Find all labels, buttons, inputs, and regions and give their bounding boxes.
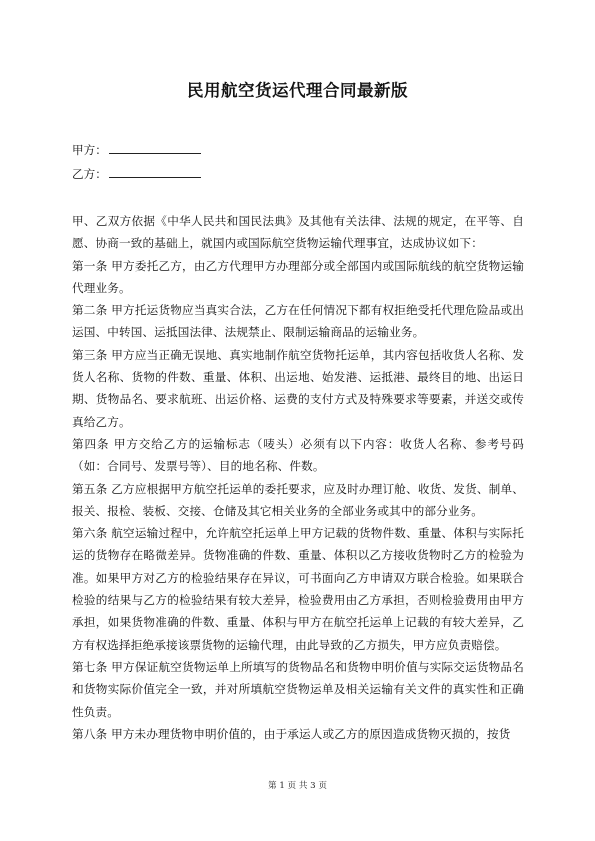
paragraph-article-2: 第二条 甲方托运货物应当真实合法，乙方在任何情况下都有权拒绝受托代理危险品或出运国、中转国、运抵国法律、法规禁止、限制运输商品的运输业务。 — [72, 303, 524, 340]
party-b-line — [72, 167, 201, 181]
party-b-label: 乙方： — [72, 167, 107, 181]
paragraph-article-8: 第八条 甲方未办理货物申明价值的，由于承运人或乙方的原因造成货物灭损的，按货 — [72, 726, 511, 741]
paragraph-article-5: 第五条 乙方应根据甲方航空托运单的委托要求，应及时办理订舱、收货、发货、制单、报关、报检、装板、交接、仓储及其它相关业务的全部业务或其中的部分业务。 — [72, 481, 524, 518]
document-title: 民用航空货运代理合同最新版 — [187, 81, 408, 100]
contract-body — [72, 210, 524, 745]
paragraph-article-1: 第一条 甲方委托乙方，由乙方代理甲方办理部分或全部国内或国际航线的航空货物运输代理业务。 — [72, 258, 524, 295]
paragraph-article-4: 第四条 甲方交给乙方的运输标志（唛头）必须有以下内容：收货人名称、参考号码（如：合同号、发票号等）、目的地名称、件数。 — [72, 436, 524, 474]
party-a-line — [72, 143, 201, 157]
paragraph-article-6: 第六条 航空运输过程中，允许航空托运单上甲方记载的货物件数、重量、体积与实际托运的货物存在略微差异。货物准确的件数、重量、体积以乙方接收货物时乙方的检验为准。如果甲方对乙方的检验结果存在异议，可书面向乙方申请双方联合检验。如果联合检验的结果与乙方的检验结果有较大差异，检验费用由乙方承担，否则检验费用由甲方承担，如果货物准确的件数、重量、体积与甲方在航空托运单上记载的有较大差异，乙方有权选择拒绝承接该票货物的运输代理，由此导致的乙方损失，甲方应负责赔偿。 — [72, 526, 524, 652]
party-b-blank-field — [109, 167, 201, 178]
paragraph-article-7: 第七条 甲方保证航空货物运单上所填写的货物品名和货物申明价值与实际交运货物品名和货物实际价值完全一致，并对所填航空货物运单及相关运输有关文件的真实性和正确性负责。 — [72, 659, 524, 719]
party-a-blank-field — [109, 143, 201, 154]
page-number-footer: 第 1 页 共 3 页 — [268, 781, 327, 791]
paragraph-article-3: 第三条 甲方应当正确无误地、真实地制作航空货物托运单，其内容包括收货人名称、发货人名称、货物的件数、重量、体积、出运地、始发港、运抵港、最终目的地、出运日期、货物品名、要求航班、出运价格、运费的支付方式及特殊要求等要素，并送交或传真给乙方。 — [72, 347, 524, 429]
party-a-label: 甲方： — [72, 143, 107, 157]
paragraph-preamble: 甲、乙双方依据《中华人民共和国民法典》及其他有关法律、法规的规定，在平等、自愿、协商一致的基础上，就国内或国际航空货物运输代理事宜，达成协议如下： — [72, 214, 524, 251]
